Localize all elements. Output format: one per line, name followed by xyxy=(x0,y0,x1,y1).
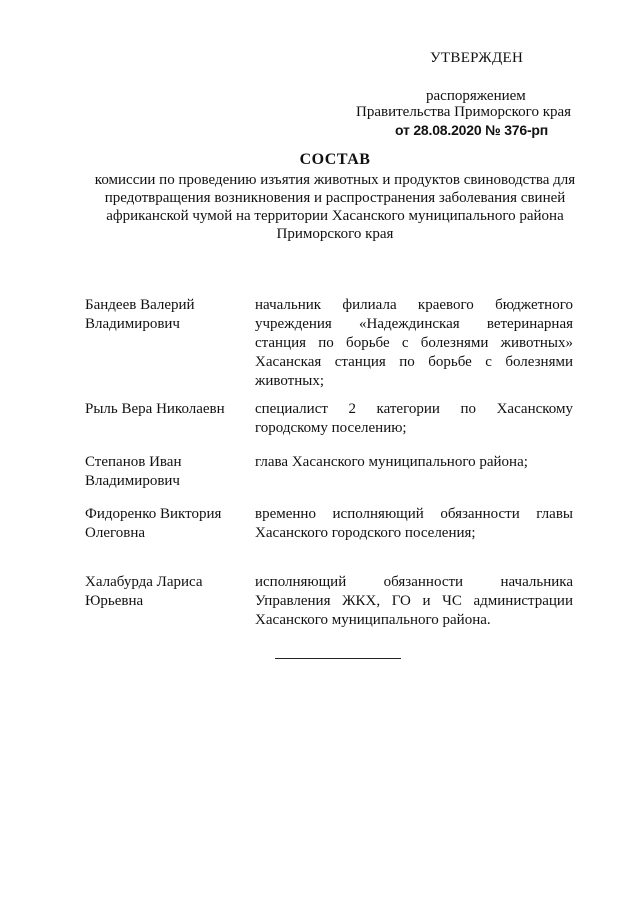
subtitle-line: африканской чумой на территории Хасанского муниципального района xyxy=(106,208,564,224)
member-position: исполняющий обязанности начальника Управления ЖКХ, ГО и ЧС администрации Хасанского муниципального района. xyxy=(255,574,573,628)
subtitle-line: комиссии по проведению изъятия животных и продуктов свиноводства для xyxy=(94,172,576,188)
member-position: глава Хасанского муниципального района; xyxy=(255,454,528,470)
member-name: Степанов Иван Владимирович xyxy=(85,454,182,489)
issuing-authority: Правительства Приморского края xyxy=(356,104,572,120)
order-number: от 28.08.2020 № 376-рп xyxy=(395,122,549,138)
document-title: СОСТАВ xyxy=(299,151,371,168)
subtitle-line: Приморского края xyxy=(276,226,394,242)
member-name: Халабурда Лариса Юрьевна xyxy=(85,574,203,609)
order-word: распоряжением xyxy=(426,88,526,104)
member-position: временно исполняющий обязанности главы Хасанского городского поселения; xyxy=(255,506,573,541)
member-name: Рыль Вера Николаевн xyxy=(85,401,225,417)
member-position: специалист 2 категории по Хасанскому городскому поселению; xyxy=(255,401,573,436)
subtitle-line: предотвращения возникновения и распространения заболевания свиней xyxy=(104,190,566,206)
member-name: Фидоренко Виктория Олеговна xyxy=(85,506,222,541)
document-heading xyxy=(90,150,580,243)
approved-label: УТВЕРЖДЕН xyxy=(430,50,524,66)
member-name: Бандеев Валерий Владимирович xyxy=(85,297,195,332)
closing-divider xyxy=(275,658,401,659)
member-position: начальник филиала краевого бюджетного учреждения «Надеждинская ветеринарная станция по борьбе с болезнями животных» Хасанская станция по борьбе с болезнями животных; xyxy=(255,297,573,389)
document-subtitle xyxy=(90,171,580,243)
